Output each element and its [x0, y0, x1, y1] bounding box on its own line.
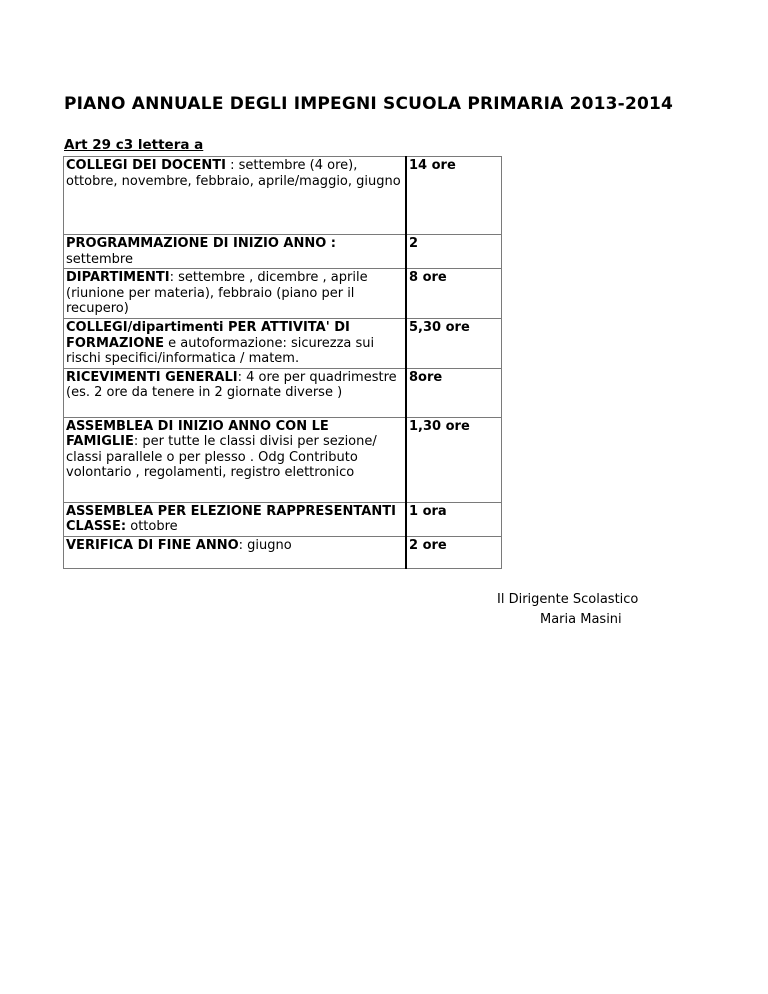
section-heading: Art 29 c3 lettera a — [64, 137, 204, 153]
row-description — [64, 319, 407, 369]
row-label: COLLEGI DEI DOCENTI — [66, 158, 226, 173]
signature-name: Maria Masini — [540, 612, 622, 627]
row-label: ASSEMBLEA DI INIZIO ANNO CON LE FAMIGLIE — [66, 418, 329, 449]
table-row — [64, 157, 502, 235]
table-row — [64, 269, 502, 319]
row-text: : giugno — [238, 537, 292, 553]
commitments-table — [63, 156, 502, 569]
row-hours: 1,30 ore — [406, 417, 502, 502]
table-row — [64, 235, 502, 269]
document-title: PIANO ANNUALE DEGLI IMPEGNI SCUOLA PRIMARIA 2013-2014 — [64, 94, 674, 114]
row-label: COLLEGI/dipartimenti PER ATTIVITA' DI FORMAZIONE — [66, 320, 350, 351]
row-description — [64, 417, 407, 502]
row-description — [64, 235, 407, 269]
row-text: ottobre — [126, 519, 178, 534]
row-hours: 8ore — [406, 368, 502, 417]
table-row — [64, 502, 502, 536]
row-text: : settembre , dicembre , aprile (riunione per materia), febbraio (piano per il recupero) — [66, 270, 368, 316]
row-description — [64, 157, 407, 235]
row-hours: 14 ore — [406, 157, 502, 235]
table-row — [64, 319, 502, 369]
signature-role: Il Dirigente Scolastico — [497, 592, 639, 607]
row-label: ASSEMBLEA PER ELEZIONE RAPPRESENTANTI CLASSE: — [66, 503, 396, 534]
row-label: PROGRAMMAZIONE DI INIZIO ANNO : — [66, 236, 337, 251]
row-label: DIPARTIMENTI — [66, 270, 170, 285]
row-label: RICEVIMENTI GENERALI — [66, 369, 238, 385]
row-description — [64, 269, 407, 319]
row-hours: 5,30 ore — [406, 319, 502, 369]
row-hours: 1 ora — [406, 502, 502, 536]
row-text: e autoformazione: sicurezza sui rischi specifici/informatica / matem. — [66, 335, 375, 366]
row-text: : per tutte le classi divisi per sezione/ classi parallele o per plesso . Odg Contributo volontario , regolamenti, registro elettronico — [66, 434, 377, 480]
table-row — [64, 536, 502, 568]
row-description — [64, 502, 407, 536]
row-text: : settembre (4 ore), ottobre, novembre, febbraio, aprile/maggio, giugno — [66, 158, 401, 189]
row-text: settembre — [66, 251, 133, 267]
row-description — [64, 368, 407, 417]
row-hours: 2 ore — [406, 536, 502, 568]
signature-block — [497, 590, 638, 630]
row-description — [64, 536, 407, 568]
table-row — [64, 368, 502, 417]
table-row — [64, 417, 502, 502]
row-label: VERIFICA DI FINE ANNO — [66, 537, 239, 553]
row-hours: 2 — [406, 235, 502, 269]
row-hours: 8 ore — [406, 269, 502, 319]
row-text: : 4 ore per quadrimestre (es. 2 ore da tenere in 2 giornate diverse ) — [66, 369, 397, 400]
